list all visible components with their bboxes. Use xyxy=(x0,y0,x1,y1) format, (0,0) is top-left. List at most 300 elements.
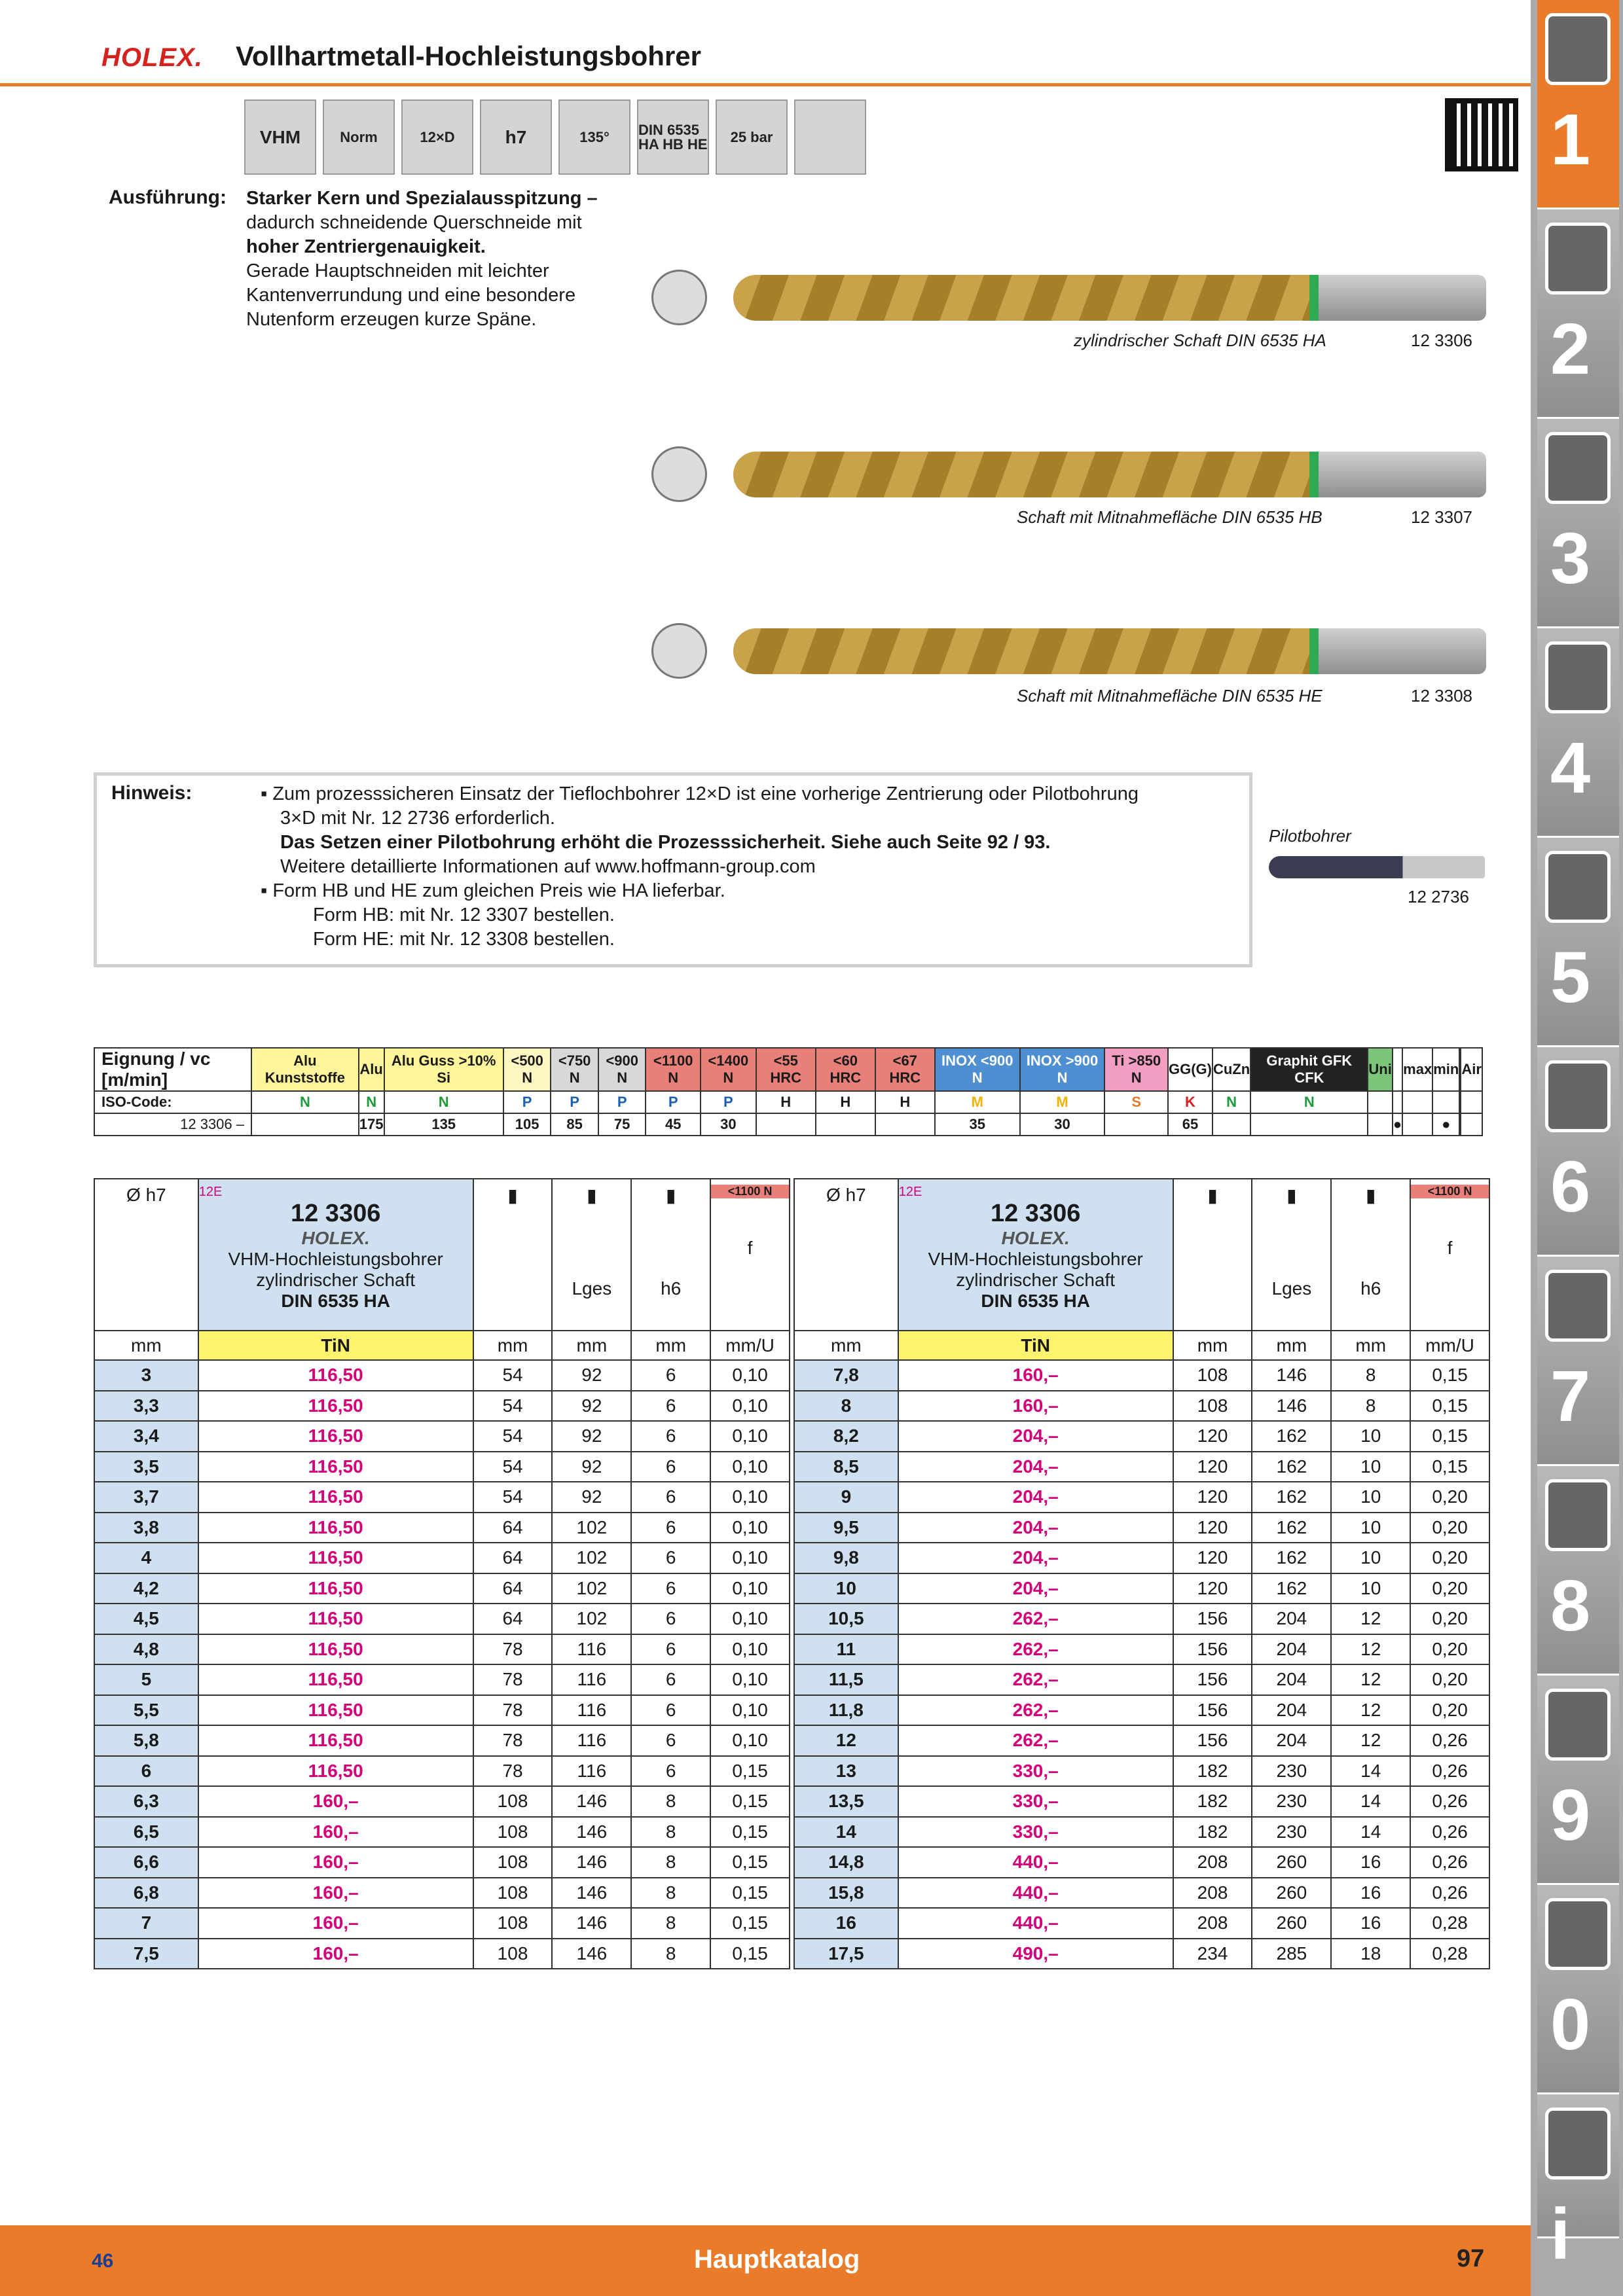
shank-cell: 12 xyxy=(1331,1634,1410,1665)
feed-cell: 0,20 xyxy=(1410,1543,1489,1573)
total-length-cell: 92 xyxy=(552,1391,631,1422)
feed-cell: 0,10 xyxy=(710,1725,790,1756)
feed-cell: 0,26 xyxy=(1410,1786,1489,1817)
shank-cell: 10 xyxy=(1331,1452,1410,1482)
table-row xyxy=(94,1634,790,1665)
shank-cell: 6 xyxy=(631,1452,710,1482)
chapter-icon xyxy=(1545,1898,1611,1970)
holex-logo: HOLEX. xyxy=(101,43,203,72)
feed-cell: 0,15 xyxy=(710,1847,790,1878)
table-row xyxy=(94,1908,790,1939)
table-row xyxy=(94,1421,790,1452)
total-length-cell: 260 xyxy=(1252,1847,1331,1878)
drill-image-he xyxy=(0,628,1531,694)
feed-cell: 0,10 xyxy=(710,1664,790,1695)
flute-length-cell: 64 xyxy=(473,1573,553,1604)
chapter-icon xyxy=(1545,432,1611,504)
diameter-cell: 13 xyxy=(794,1756,898,1787)
shank-cell: 6 xyxy=(631,1391,710,1422)
drill-caption: Schaft mit Mitnahmefläche DIN 6535 HB xyxy=(1017,507,1322,527)
total-length-cell: 92 xyxy=(552,1482,631,1513)
shank-cell: 16 xyxy=(1331,1847,1410,1878)
chapter-icon xyxy=(1545,2108,1611,2179)
feed-cell: 0,10 xyxy=(710,1421,790,1452)
table-row xyxy=(794,1360,1489,1391)
chapter-tab[interactable] xyxy=(1537,1047,1619,1257)
flute-length-cell: 120 xyxy=(1173,1513,1252,1543)
feed-cell: 0,10 xyxy=(710,1573,790,1604)
note-label: Hinweis: xyxy=(111,782,192,804)
flute-length-cell: 54 xyxy=(473,1391,553,1422)
price-cell: 116,50 xyxy=(198,1695,473,1726)
chapter-icon xyxy=(1545,641,1611,713)
shank-cell: 16 xyxy=(1331,1908,1410,1939)
price-cell: 262,– xyxy=(898,1664,1173,1695)
feed-cell: 0,26 xyxy=(1410,1725,1489,1756)
shank-cell: 12 xyxy=(1331,1725,1410,1756)
flute-length-cell: 54 xyxy=(473,1452,553,1482)
drill-number: 12 3307 xyxy=(1411,507,1472,527)
chapter-tab[interactable] xyxy=(1537,838,1619,1047)
price-cell: 440,– xyxy=(898,1847,1173,1878)
total-length-cell: 260 xyxy=(1252,1908,1331,1939)
shank-cell: 12 xyxy=(1331,1695,1410,1726)
chapter-number: 2 xyxy=(1550,309,1591,389)
chapter-tab[interactable] xyxy=(1537,209,1619,419)
feed-cell: 0,28 xyxy=(1410,1908,1489,1939)
note-box xyxy=(94,772,1252,967)
flute-length-cell: 120 xyxy=(1173,1452,1252,1482)
drill-length-icon: ▮ xyxy=(473,1179,553,1331)
total-length-cell: 102 xyxy=(552,1543,631,1573)
table-row xyxy=(794,1908,1489,1939)
total-length-cell: 230 xyxy=(1252,1756,1331,1787)
table-row xyxy=(794,1421,1489,1452)
chapter-number: 0 xyxy=(1550,1984,1591,2065)
feed-cell: 0,20 xyxy=(1410,1695,1489,1726)
total-length-cell: 102 xyxy=(552,1573,631,1604)
total-length-cell: 204 xyxy=(1252,1634,1331,1665)
feed-cell: 0,15 xyxy=(710,1908,790,1939)
price-cell: 160,– xyxy=(898,1391,1173,1422)
feed-cell: 0,10 xyxy=(710,1543,790,1573)
shank-cell: 6 xyxy=(631,1482,710,1513)
total-length-cell: 162 xyxy=(1252,1452,1331,1482)
diameter-cell: 6 xyxy=(94,1756,198,1787)
din-standard-icon: DIN 6535 HA HB HE xyxy=(637,99,709,175)
feed-cell: 0,10 xyxy=(710,1513,790,1543)
drill-number: 12 3306 xyxy=(1411,331,1472,350)
diameter-cell: 5,8 xyxy=(94,1725,198,1756)
diameter-cell: 11 xyxy=(794,1634,898,1665)
chapter-icon xyxy=(1545,13,1611,85)
price-cell: 116,50 xyxy=(198,1664,473,1695)
price-cell: 160,– xyxy=(898,1360,1173,1391)
flute-length-cell: 120 xyxy=(1173,1573,1252,1604)
feed-cell: 0,15 xyxy=(1410,1452,1489,1482)
chapter-tab[interactable] xyxy=(1537,0,1619,209)
flute-length-cell: 108 xyxy=(473,1817,553,1848)
table-row xyxy=(94,1817,790,1848)
table-row xyxy=(94,1847,790,1878)
shank-cell: 14 xyxy=(1331,1786,1410,1817)
shank-cell: 6 xyxy=(631,1695,710,1726)
price-cell: 262,– xyxy=(898,1695,1173,1726)
table-row xyxy=(794,1452,1489,1482)
feed-cell: 0,10 xyxy=(710,1604,790,1634)
price-cell: 116,50 xyxy=(198,1634,473,1665)
chapter-tab[interactable] xyxy=(1537,1885,1619,2094)
chapter-number: 5 xyxy=(1550,937,1591,1018)
chapter-number: 1 xyxy=(1550,99,1591,180)
feed-cell: 0,20 xyxy=(1410,1482,1489,1513)
diameter-cell: 9,5 xyxy=(794,1513,898,1543)
flute-length-cell: 108 xyxy=(473,1908,553,1939)
price-cell: 116,50 xyxy=(198,1573,473,1604)
total-length-cell: 116 xyxy=(552,1664,631,1695)
footer-page-right: 97 xyxy=(1457,2245,1485,2272)
diameter-cell: 6,8 xyxy=(94,1878,198,1909)
table-row xyxy=(794,1482,1489,1513)
table-row xyxy=(94,1573,790,1604)
pilot-number: 12 2736 xyxy=(1408,887,1469,906)
shank-cell: 6 xyxy=(631,1664,710,1695)
shank-cell: 8 xyxy=(631,1847,710,1878)
shank-cell: 6 xyxy=(631,1725,710,1756)
feature-icons xyxy=(244,99,866,175)
product-table-right: Ø h7 12E 12 3306 HOLEX. VHM-Hochleistungsbohrer zylindrischer Schaft DIN 6535 HA ▮ ▮ Lges ▮ h6 <1100 N f mm TiN mm mm mm mm/U 7,8 160,– 108 146 8 0,15 8 160,– 108 146 8 0,15 8,2 204,– 120 162 10 0,15 8,5 204,– 120 162 10 0,15 9 204,– 120 162 10 0,20 9,5 204,– 120 162 10 0,20 9,8 204,– 120 162 10 0,20 10 204,– 120 162 10 0,20 10,5 262,– 156 204 12 0,20 11 262,– 156 204 12 0,20 11,5 262,– 156 204 12 0,20 11,8 262,– 156 204 12 0,20 12 262,– 156 204 12 0,26 13 330,– 182 230 14 0,26 13,5 330,– 182 230 14 0,26 14 330,– 182 230 14 0,26 14,8 440,– 208 260 16 0,26 15,8 440,– 208 260 16 0,26 16 440,– 208 260 16 0,28 17,5 490,– 234 285 18 0,28 xyxy=(793,1178,1490,1969)
table-row xyxy=(794,1664,1489,1695)
table-row xyxy=(794,1756,1489,1787)
feed-cell: 0,15 xyxy=(710,1817,790,1848)
table-row xyxy=(794,1725,1489,1756)
total-length-cell: 260 xyxy=(1252,1878,1331,1909)
price-cell: 160,– xyxy=(198,1878,473,1909)
diameter-cell: 3,8 xyxy=(94,1513,198,1543)
total-length-cell: 92 xyxy=(552,1360,631,1391)
feed-cell: 0,15 xyxy=(710,1786,790,1817)
diameter-cell: 16 xyxy=(794,1908,898,1939)
diameter-cell: 8,5 xyxy=(794,1452,898,1482)
drill-caption: zylindrischer Schaft DIN 6535 HA xyxy=(1074,331,1326,350)
table-row xyxy=(94,1786,790,1817)
flute-length-cell: 156 xyxy=(1173,1604,1252,1634)
total-length-cell: 285 xyxy=(1252,1939,1331,1969)
drill-number: 12 3308 xyxy=(1411,686,1472,706)
shank-cell: 6 xyxy=(631,1634,710,1665)
table-row xyxy=(94,1604,790,1634)
feed-cell: 0,10 xyxy=(710,1634,790,1665)
price-cell: 116,50 xyxy=(198,1604,473,1634)
chapter-number: 9 xyxy=(1550,1775,1591,1856)
shank-cell: 12 xyxy=(1331,1664,1410,1695)
shank-cell: 6 xyxy=(631,1360,710,1391)
flute-length-cell: 182 xyxy=(1173,1817,1252,1848)
flute-length-cell: 182 xyxy=(1173,1756,1252,1787)
price-cell: 116,50 xyxy=(198,1543,473,1573)
feed-cell: 0,15 xyxy=(710,1878,790,1909)
diameter-cell: 3,3 xyxy=(94,1391,198,1422)
coolant-pressure-icon: 25 bar xyxy=(716,99,788,175)
shank-cell: 8 xyxy=(631,1908,710,1939)
table-row xyxy=(794,1847,1489,1878)
price-cell: 330,– xyxy=(898,1756,1173,1787)
feed-cell: 0,10 xyxy=(710,1482,790,1513)
price-cell: 160,– xyxy=(198,1939,473,1969)
diameter-cell: 4,5 xyxy=(94,1604,198,1634)
flute-length-cell: 156 xyxy=(1173,1664,1252,1695)
shank-cell: 14 xyxy=(1331,1756,1410,1787)
flute-length-cell: 156 xyxy=(1173,1725,1252,1756)
price-cell: 204,– xyxy=(898,1452,1173,1482)
feed-cell: 0,20 xyxy=(1410,1634,1489,1665)
price-cell: 262,– xyxy=(898,1725,1173,1756)
chapter-icon xyxy=(1545,851,1611,923)
page-title: Vollhartmetall-Hochleistungsbohrer xyxy=(236,41,701,71)
total-length-cell: 162 xyxy=(1252,1421,1331,1452)
price-cell: 160,– xyxy=(198,1847,473,1878)
chapter-number: 3 xyxy=(1550,518,1591,599)
chapter-number: 6 xyxy=(1550,1147,1591,1227)
diameter-cell: 15,8 xyxy=(794,1878,898,1909)
table-row xyxy=(94,1939,790,1969)
chapter-tab[interactable] xyxy=(1537,1466,1619,1676)
ausfuehrung-label: Ausführung: xyxy=(109,187,227,208)
table-row xyxy=(94,1756,790,1787)
feed-cell: 0,20 xyxy=(1410,1513,1489,1543)
chapter-tab[interactable] xyxy=(1537,1676,1619,1885)
flute-length-cell: 108 xyxy=(1173,1391,1252,1422)
total-length-cell: 162 xyxy=(1252,1543,1331,1573)
flute-length-cell: 78 xyxy=(473,1695,553,1726)
flute-length-cell: 64 xyxy=(473,1604,553,1634)
diameter-cell: 8,2 xyxy=(794,1421,898,1452)
flute-length-cell: 64 xyxy=(473,1543,553,1573)
price-cell: 262,– xyxy=(898,1604,1173,1634)
table-row xyxy=(794,1695,1489,1726)
shank-cell: 8 xyxy=(1331,1360,1410,1391)
price-cell: 440,– xyxy=(898,1908,1173,1939)
total-length-cell: 146 xyxy=(552,1817,631,1848)
shank-cell: 16 xyxy=(1331,1878,1410,1909)
shank-cell: 8 xyxy=(631,1939,710,1969)
total-length-cell: 116 xyxy=(552,1634,631,1665)
table-row xyxy=(794,1391,1489,1422)
feed-cell: 0,20 xyxy=(1410,1604,1489,1634)
product-table-left: Ø h7 12E 12 3306 HOLEX. VHM-Hochleistungsbohrer zylindrischer Schaft DIN 6535 HA ▮ ▮ Lges ▮ h6 <1100 N f mm TiN mm mm mm mm/U 3 116,50 54 92 6 0,10 3,3 116,50 54 92 6 0,10 3,4 116,50 54 92 6 0,10 3,5 116,50 54 92 6 0,10 3,7 116,50 54 92 6 0,10 3,8 116,50 64 102 6 0,10 4 116,50 64 102 6 0,10 4,2 116,50 64 102 6 0,10 4,5 116,50 64 102 6 0,10 4,8 116,50 78 116 6 0,10 5 116,50 78 116 6 0,10 5,5 116,50 78 116 6 0,10 5,8 116,50 78 116 6 0,10 6 116,50 78 116 6 0,15 6,3 160,– 108 146 8 0,15 6,5 160,– 108 146 8 0,15 6,6 160,– 108 146 8 0,15 6,8 160,– 108 146 8 0,15 7 160,– 108 146 8 0,15 7,5 160,– 108 146 8 0,15 xyxy=(94,1178,790,1969)
diameter-cell: 5,5 xyxy=(94,1695,198,1726)
diameter-cell: 10 xyxy=(794,1573,898,1604)
feed-cell: 0,10 xyxy=(710,1452,790,1482)
chapter-tab[interactable] xyxy=(1537,2094,1619,2274)
total-length-cell: 204 xyxy=(1252,1664,1331,1695)
total-length-cell: 230 xyxy=(1252,1786,1331,1817)
flute-length-cell: 78 xyxy=(473,1725,553,1756)
total-length-cell: 146 xyxy=(552,1847,631,1878)
diameter-cell: 5 xyxy=(94,1664,198,1695)
feed-cell: 0,26 xyxy=(1410,1756,1489,1787)
total-length-cell: 116 xyxy=(552,1725,631,1756)
diameter-cell: 17,5 xyxy=(794,1939,898,1969)
price-cell: 116,50 xyxy=(198,1756,473,1787)
total-length-cell: 146 xyxy=(1252,1360,1331,1391)
flute-length-cell: 120 xyxy=(1173,1543,1252,1573)
feed-cell: 0,15 xyxy=(1410,1360,1489,1391)
chapter-icon xyxy=(1545,1270,1611,1342)
diameter-cell: 3 xyxy=(94,1360,198,1391)
diameter-cell: 10,5 xyxy=(794,1604,898,1634)
shank-cell: 10 xyxy=(1331,1513,1410,1543)
shank-cell: 8 xyxy=(631,1786,710,1817)
total-length-cell: 146 xyxy=(552,1908,631,1939)
qr-code-icon[interactable] xyxy=(1445,98,1518,171)
table-row xyxy=(794,1786,1489,1817)
shank-cell: 12 xyxy=(1331,1604,1410,1634)
shank-cell: 6 xyxy=(631,1756,710,1787)
shank-cell: 6 xyxy=(631,1604,710,1634)
flute-length-cell: 108 xyxy=(473,1939,553,1969)
shank-cell: 6 xyxy=(631,1543,710,1573)
diameter-cell: 3,5 xyxy=(94,1452,198,1482)
chapter-sidebar xyxy=(1531,0,1623,2296)
diameter-cell: 6,3 xyxy=(94,1786,198,1817)
shank-cell: 6 xyxy=(631,1513,710,1543)
price-cell: 160,– xyxy=(198,1908,473,1939)
shank-cell: 10 xyxy=(1331,1421,1410,1452)
total-length-cell: 92 xyxy=(552,1421,631,1452)
feed-cell: 0,20 xyxy=(1410,1664,1489,1695)
chapter-tab[interactable] xyxy=(1537,419,1619,628)
flute-length-cell: 208 xyxy=(1173,1908,1252,1939)
flute-length-cell: 182 xyxy=(1173,1786,1252,1817)
suitability-table: Eignung / vc [m/min] Alu Kunststoffe Alu Alu Guss >10% Si <500 N <750 N <900 N <1100 N <1400 N <55 HRC <60 HRC <67 HRC INOX <900 N INOX >900 N Ti >850 N GG(G) CuZn Graphit GFK CFK Uni max min Air ISO-Code: N N N P P P P P H H H M M S K N N 12 3306 – 175 135 105 85 75 45 30 35 30 65 ● ● xyxy=(94,1047,1483,1136)
shank-cell: 10 xyxy=(1331,1543,1410,1573)
total-length-cell: 116 xyxy=(552,1756,631,1787)
flute-length-cell: 108 xyxy=(473,1786,553,1817)
diameter-cell: 7,8 xyxy=(794,1360,898,1391)
table-row xyxy=(94,1543,790,1573)
price-cell: 330,– xyxy=(898,1817,1173,1848)
table-row xyxy=(794,1817,1489,1848)
diameter-cell: 4,8 xyxy=(94,1634,198,1665)
table-row xyxy=(94,1482,790,1513)
flute-length-cell: 78 xyxy=(473,1664,553,1695)
feed-cell: 0,26 xyxy=(1410,1847,1489,1878)
feed-cell: 0,15 xyxy=(710,1939,790,1969)
table-row xyxy=(794,1939,1489,1969)
table-row xyxy=(94,1725,790,1756)
chapter-icon xyxy=(1545,1479,1611,1551)
price-cell: 160,– xyxy=(198,1786,473,1817)
feed-cell: 0,15 xyxy=(1410,1391,1489,1422)
flute-length-cell: 78 xyxy=(473,1756,553,1787)
diameter-cell: 4,2 xyxy=(94,1573,198,1604)
shank-cell: 6 xyxy=(631,1573,710,1604)
diameter-cell: 11,8 xyxy=(794,1695,898,1726)
diameter-cell: 4 xyxy=(94,1543,198,1573)
table-row xyxy=(94,1360,790,1391)
feed-cell: 0,15 xyxy=(710,1756,790,1787)
table-row xyxy=(94,1513,790,1543)
diameter-cell: 3,4 xyxy=(94,1421,198,1452)
norm-icon: Norm xyxy=(323,99,395,175)
diameter-cell: 6,6 xyxy=(94,1847,198,1878)
diameter-cell: 7 xyxy=(94,1908,198,1939)
chapter-number: 4 xyxy=(1550,728,1591,808)
price-cell: 440,– xyxy=(898,1878,1173,1909)
blind-hole-icon xyxy=(794,99,866,175)
footer-page-left: 46 xyxy=(92,2250,114,2272)
feed-cell: 0,10 xyxy=(710,1695,790,1726)
table-row xyxy=(94,1391,790,1422)
table-row xyxy=(94,1664,790,1695)
total-length-cell: 146 xyxy=(552,1878,631,1909)
total-length-cell: 102 xyxy=(552,1604,631,1634)
price-cell: 116,50 xyxy=(198,1482,473,1513)
note-text: ▪ Zum prozesssicheren Einsatz der Tieflochbohrer 12×D ist eine vorherige Zentrierung oder Pilotbohrung 3×D mit Nr. 12 2736 erforderlich. Das Setzen einer Pilotbohrung erhöht die Prozesssicherheit. Siehe auch Seite 92 / 93. Weitere detaillierte Informationen auf www.hoffmann-group.com ▪ Form HB und HE zum gleichen Preis wie HA lieferbar. Form HB: mit Nr. 12 3307 bestellen. Form HE: mit Nr. 12 3308 bestellen. xyxy=(261,783,1139,950)
table-row xyxy=(94,1878,790,1909)
point-angle-icon: 135° xyxy=(558,99,630,175)
chapter-number: i xyxy=(1550,2194,1571,2274)
chapter-icon xyxy=(1545,1060,1611,1132)
total-length-cell: 146 xyxy=(552,1786,631,1817)
feed-cell: 0,10 xyxy=(710,1391,790,1422)
pilot-caption: Pilotbohrer xyxy=(1269,826,1351,846)
pilot-drill-image xyxy=(1269,856,1485,878)
chapter-number: 8 xyxy=(1550,1566,1591,1646)
feed-cell: 0,26 xyxy=(1410,1817,1489,1848)
flute-length-cell: 108 xyxy=(1173,1360,1252,1391)
total-length-cell: 92 xyxy=(552,1452,631,1482)
price-cell: 160,– xyxy=(198,1817,473,1848)
total-length-cell: 230 xyxy=(1252,1817,1331,1848)
chapter-number: 7 xyxy=(1550,1356,1591,1437)
shank-cell: 18 xyxy=(1331,1939,1410,1969)
diameter-cell: 12 xyxy=(794,1725,898,1756)
price-cell: 116,50 xyxy=(198,1452,473,1482)
feed-cell: 0,28 xyxy=(1410,1939,1489,1969)
price-cell: 204,– xyxy=(898,1543,1173,1573)
table-row xyxy=(794,1634,1489,1665)
shank-cell: 14 xyxy=(1331,1817,1410,1848)
shank-cell: 8 xyxy=(1331,1391,1410,1422)
price-cell: 204,– xyxy=(898,1421,1173,1452)
diameter-cell: 13,5 xyxy=(794,1786,898,1817)
diameter-cell: 9 xyxy=(794,1482,898,1513)
price-cell: 262,– xyxy=(898,1634,1173,1665)
diameter-cell: 6,5 xyxy=(94,1817,198,1848)
flute-length-cell: 64 xyxy=(473,1513,553,1543)
shank-cell: 10 xyxy=(1331,1573,1410,1604)
chapter-tab[interactable] xyxy=(1537,1257,1619,1466)
table-row xyxy=(794,1513,1489,1543)
chapter-tab[interactable] xyxy=(1537,628,1619,838)
total-length-cell: 162 xyxy=(1252,1513,1331,1543)
flute-length-cell: 54 xyxy=(473,1482,553,1513)
total-length-cell: 146 xyxy=(1252,1391,1331,1422)
flute-length-cell: 120 xyxy=(1173,1421,1252,1452)
ausfuehrung-text: Starker Kern und Spezialausspitzung – dadurch schneidende Querschneide mit hoher Zentriergenauigkeit. Gerade Hauptschneiden mit leichter Kantenverrundung und eine besondere Nutenform erzeugen kurze Späne. xyxy=(246,188,598,330)
shank-cell: 8 xyxy=(631,1878,710,1909)
page-footer xyxy=(0,2225,1531,2296)
chapter-icon xyxy=(1545,1689,1611,1761)
feed-cell: 0,15 xyxy=(1410,1421,1489,1452)
diameter-cell: 9,8 xyxy=(794,1543,898,1573)
price-cell: 116,50 xyxy=(198,1360,473,1391)
flute-length-cell: 234 xyxy=(1173,1939,1252,1969)
vhm-icon: VHM xyxy=(244,99,316,175)
table-row xyxy=(794,1878,1489,1909)
